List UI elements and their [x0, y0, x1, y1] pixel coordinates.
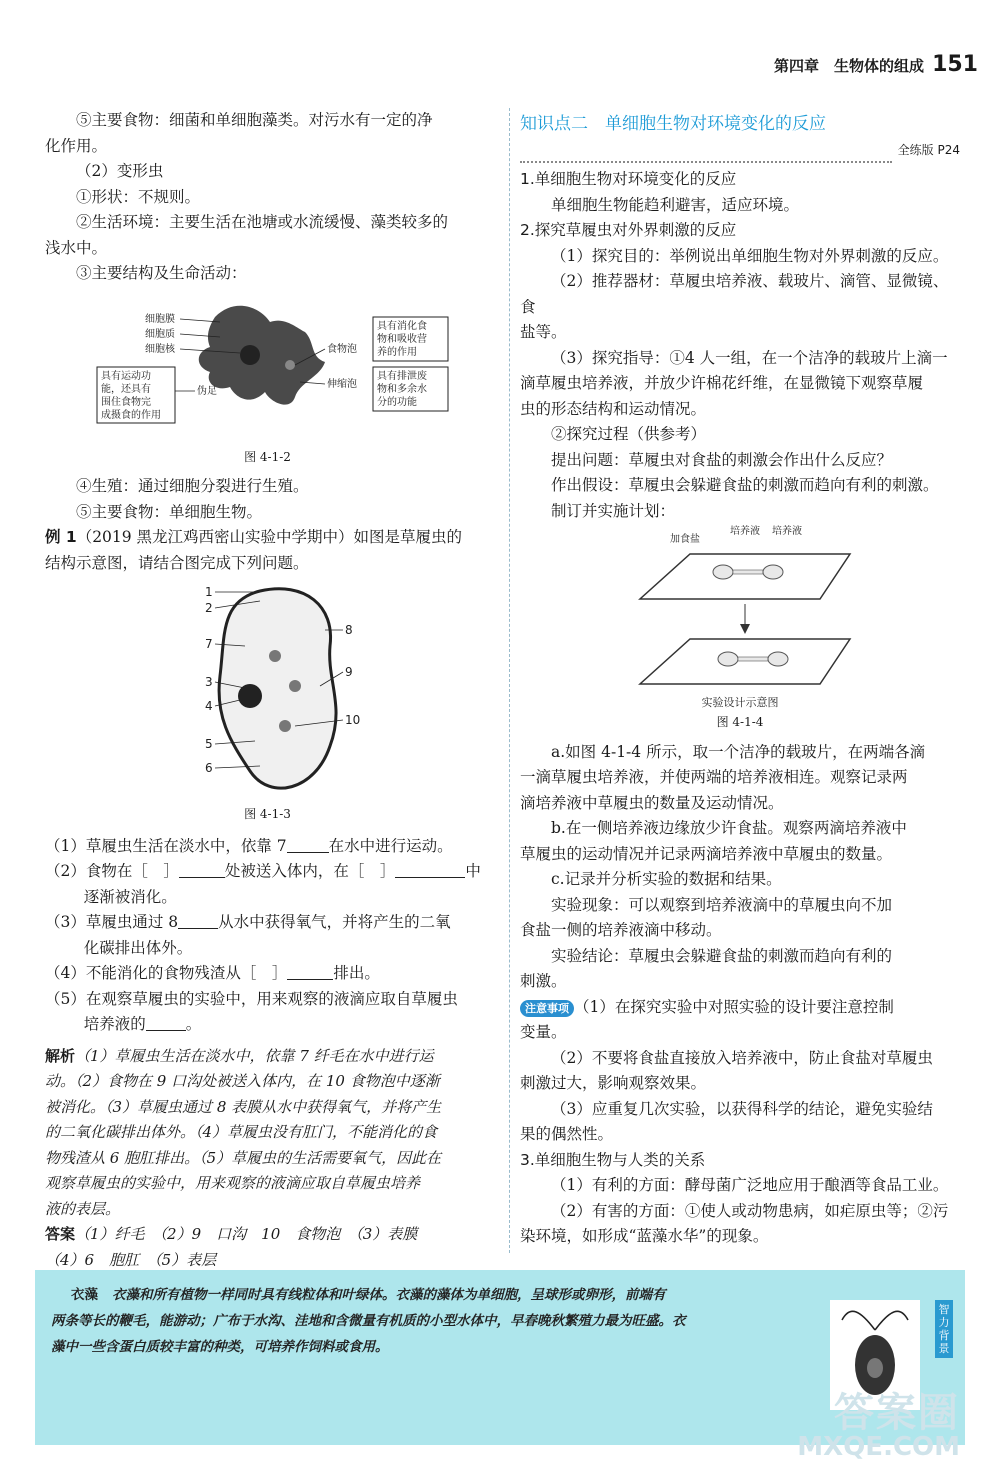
answer-blank[interactable]	[178, 914, 218, 929]
figure-caption: 图 4-1-4	[716, 715, 764, 729]
figure-title: 实验设计示意图	[701, 696, 779, 709]
box3-line: 具有运动功	[101, 370, 151, 382]
analysis-line: （1）草履虫生活在淡水中，依靠 7 纤毛在水中进行运	[75, 1046, 434, 1065]
question-text: （3）草履虫通过 8	[45, 913, 179, 931]
slide-top	[640, 554, 850, 599]
text-line: ⑤主要食物：细菌和单细胞藻类。对污水有一定的净	[76, 111, 433, 129]
text-line: （1）在探究实验中对照实验的设计要注意控制	[574, 997, 894, 1016]
answer-blank[interactable]	[179, 863, 225, 878]
question-text: 排出。	[333, 964, 380, 982]
text-line: 制订并实施计划：	[551, 501, 676, 520]
box3-line: 能，还具有	[101, 383, 151, 395]
chapter-title: 生物体的组成	[834, 57, 925, 75]
analysis-label: 解析	[45, 1046, 76, 1065]
text-line: （2）变形虫	[76, 162, 164, 180]
sidebar-tag: 智力背景	[935, 1300, 953, 1358]
fig-num-10: 10	[345, 713, 361, 727]
box2-line: 分的功能	[377, 396, 417, 408]
dotted-rule	[520, 155, 892, 163]
nucleus-shape	[240, 345, 260, 365]
question-text: 在水中进行运动。	[328, 836, 453, 855]
text-line: 滴培养液中草履虫的数量及运动情况。	[520, 793, 784, 812]
question-text: 从水中获得氧气，并将产生的二氧	[218, 913, 451, 931]
info-line: 藻中一些含蛋白质较丰富的种类，可培养作饲料或食用。	[51, 1339, 389, 1355]
question-text: 中	[465, 862, 481, 880]
amoeba-figure	[45, 287, 490, 447]
text-line: ②探究过程（供参考）	[551, 425, 707, 443]
chapter-label: 第四章	[774, 57, 820, 75]
background-info-box	[35, 1270, 965, 1445]
knowledge-point-title: 知识点二 单细胞生物对环境变化的反应	[520, 114, 826, 134]
right-column	[520, 112, 960, 1250]
question-text: 处被送入体内，在［ ］	[224, 862, 396, 880]
fig-num-6: 6	[205, 761, 213, 775]
note-badge: 注意事项	[520, 1000, 574, 1017]
fig-num-2: 2	[205, 601, 213, 615]
box2-line: 具有排泄废	[377, 370, 427, 382]
text-line: ⑤主要食物：单细胞生物。	[76, 502, 263, 521]
answer-blank[interactable]	[395, 863, 465, 878]
food-vacuole-shape	[285, 360, 295, 370]
text-line: a.如图 4-1-4 所示，取一个洁净的载玻片，在两端各滴	[551, 742, 926, 761]
answer-blank[interactable]	[287, 965, 333, 980]
experiment-figure	[520, 524, 960, 714]
analysis-line: 被消化。（3）草履虫通过 8 表膜从水中获得氧气，并将产生	[45, 1097, 442, 1116]
fig-num-1: 1	[205, 585, 213, 599]
answer-line: （4）6 胞肛 （5）表层	[45, 1250, 217, 1269]
answer-blank[interactable]	[287, 838, 329, 853]
analysis-line: 物残渣从 6 胞肛排出。（5）草履虫的生活需要氧气，因此在	[45, 1148, 442, 1167]
analysis-block	[45, 1044, 490, 1274]
text-line: ②生活环境：主要生活在池塘或水流缓慢、藻类较多的	[76, 213, 449, 231]
text-line: 一滴草履虫培养液，并使两端的培养液相连。观察记录两	[520, 768, 908, 786]
watermark-url: MXQE.COM	[797, 1432, 960, 1462]
text-line: ③主要结构及生命活动：	[76, 264, 247, 282]
column-divider	[509, 108, 510, 1253]
fig-num-4: 4	[205, 699, 213, 713]
analysis-line: 的二氧化碳排出体外。（4）草履虫没有肛门，不能消化的食	[45, 1123, 438, 1141]
text-line: ④生殖：通过细胞分裂进行生殖。	[76, 477, 309, 495]
analysis-line: 液的表层。	[45, 1199, 121, 1218]
text-line: 单细胞生物能趋利避害，适应环境。	[551, 195, 800, 214]
text-line: （2）有害的方面：①使人或动物患病，如疟原虫等；②污	[551, 1201, 949, 1220]
text-line: 结构示意图，请结合图完成下列问题。	[45, 553, 309, 572]
text-line: b.在一侧培养液边缘放少许食盐。观察两滴培养液中	[551, 819, 907, 837]
watermark: 答案圈	[834, 1390, 960, 1436]
paramecium-body	[219, 589, 336, 788]
text-line: 化作用。	[45, 136, 108, 155]
box1-line: 物和吸收营	[377, 333, 427, 345]
question-text: 逐渐被消化。	[83, 887, 177, 906]
label-cytoplasm: 细胞质	[145, 328, 175, 340]
fig-num-3: 3	[205, 675, 213, 689]
label-culture-1: 培养液	[730, 526, 760, 537]
text-line: ①形状：不规则。	[76, 187, 201, 206]
text-line: 刺激过大，影响观察效果。	[520, 1074, 707, 1092]
analysis-line: 观察草履虫的实验中，用来观察的液滴应取自草履虫培养	[45, 1174, 421, 1192]
label-salt: 加食盐	[670, 534, 700, 545]
box1-line: 养的作用	[377, 346, 417, 358]
amoeba-body	[199, 305, 325, 404]
text-line: 刺激。	[520, 972, 567, 990]
fig-num-5: 5	[205, 737, 213, 751]
question-text: （2）食物在［ ］	[45, 862, 179, 880]
text-line: （2）推荐器材：草履虫培养液、载玻片、滴管、显微镜、食	[520, 272, 949, 316]
left-column	[45, 108, 490, 1273]
text-line: 浅水中。	[45, 238, 108, 257]
text-line: 虫的形态结构和运动情况。	[520, 399, 707, 418]
question-text: （4）不能消化的食物残渣从［ ］	[45, 964, 288, 982]
figure-caption: 图 4-1-3	[244, 807, 291, 821]
section-heading: 2.探究草履虫对外界刺激的反应	[520, 221, 737, 239]
question-text: 。	[185, 1015, 202, 1033]
answer-blank[interactable]	[146, 1016, 186, 1031]
label-culture-2: 培养液	[772, 526, 802, 537]
section-heading: 1.单细胞生物对环境变化的反应	[520, 170, 737, 188]
text-line: 食盐一侧的培养液滴中移动。	[520, 921, 722, 939]
label-membrane: 细胞膜	[145, 313, 175, 325]
text-line: 变量。	[520, 1023, 567, 1041]
fig-num-7: 7	[205, 637, 213, 651]
paramecium-figure	[45, 576, 490, 806]
fig-num-8: 8	[345, 623, 353, 637]
text-line: （3）探究指导：①4 人一组，在一个洁净的载玻片上滴一	[551, 348, 948, 367]
reference-link[interactable]: 全练版 P24	[897, 142, 960, 157]
text-line: （1）有利的方面：酵母菌广泛地应用于酿酒等食品工业。	[551, 1176, 949, 1194]
drop-left	[713, 565, 733, 579]
box1-line: 具有消化食	[377, 320, 427, 332]
analysis-line: 动。（2）食物在 9 口沟处被送入体内，在 10 食物泡中逐渐	[45, 1072, 440, 1090]
question-text: （1）草履虫生活在淡水中，依靠 7	[45, 836, 287, 855]
section-heading: 3.单细胞生物与人类的关系	[520, 1150, 706, 1169]
text-line: c.记录并分析实验的数据和结果。	[551, 870, 782, 888]
question-text: 培养液的	[83, 1015, 146, 1033]
answer-label: 答案	[45, 1225, 76, 1243]
text-line: （2019 黑龙江鸡西密山实验中学期中）如图是草履虫的	[76, 528, 463, 546]
text-line: （3）应重复几次实验，以获得科学的结论，避免实验结	[551, 1099, 933, 1118]
text-line: （1）探究目的：举例说出单细胞生物对外界刺激的反应。	[551, 246, 949, 265]
text-line: 实验现象：可以观察到培养液滴中的草履虫向不加	[551, 895, 893, 914]
arrow-down-icon	[740, 624, 750, 634]
answer-line: （1）纤毛 （2）9 口沟 10 食物泡 （3）表膜	[75, 1225, 418, 1243]
text-line: 滴草履虫培养液，并放少许棉花纤维，在显微镜下观察草履	[520, 374, 924, 392]
page-number: 151	[932, 52, 978, 77]
question-text: （5）在观察草履虫的实验中，用来观察的液滴应取自草履虫	[45, 989, 458, 1008]
text-line: 草履虫的运动情况并记录两滴培养液中草履虫的数量。	[520, 844, 893, 863]
page-header	[774, 52, 978, 77]
info-line: 两条等长的鞭毛，能游动；广布于水沟、洼地和含微量有机质的小型水体中，早春晚秋繁殖力最为旺盛。衣	[51, 1313, 686, 1329]
label-food-vacuole: 食物泡	[327, 343, 357, 355]
fig-num-9: 9	[345, 665, 353, 679]
label-pseudopod: 伪足	[197, 385, 217, 397]
text-line: （2）不要将食盐直接放入培养液中，防止食盐对草履虫	[551, 1048, 933, 1067]
text-line: 果的偶然性。	[520, 1125, 614, 1143]
label-nucleus: 细胞核	[145, 343, 175, 355]
text-line: 染环境，如形成“蓝藻水华”的现象。	[520, 1227, 769, 1245]
figure-caption: 图 4-1-2	[244, 449, 291, 464]
box3-line: 成摄食的作用	[101, 409, 161, 421]
text-line: 提出问题：草履虫对食盐的刺激会作出什么反应？	[551, 450, 893, 469]
info-line: 衣藻和所有植物一样同时具有线粒体和叶绿体。衣藻的藻体为单细胞，呈球形或卵形，前端有	[112, 1287, 666, 1303]
question-text: 化碳排出体外。	[83, 938, 193, 957]
example-label: 例 1	[45, 528, 77, 546]
box3-line: 围住食物完	[101, 396, 151, 408]
drop-right	[763, 565, 783, 579]
slide-bottom	[640, 639, 850, 684]
label-contractile-vacuole: 伸缩泡	[327, 378, 357, 390]
text-line: 盐等。	[520, 323, 567, 341]
text-line: 作出假设：草履虫会躲避食盐的刺激而趋向有利的刺激。	[551, 476, 939, 494]
text-line: 实验结论：草履虫会躲避食盐的刺激而趋向有利的	[551, 946, 893, 965]
term-label: 衣藻	[71, 1287, 98, 1303]
box2-line: 物和多余水	[377, 383, 427, 395]
